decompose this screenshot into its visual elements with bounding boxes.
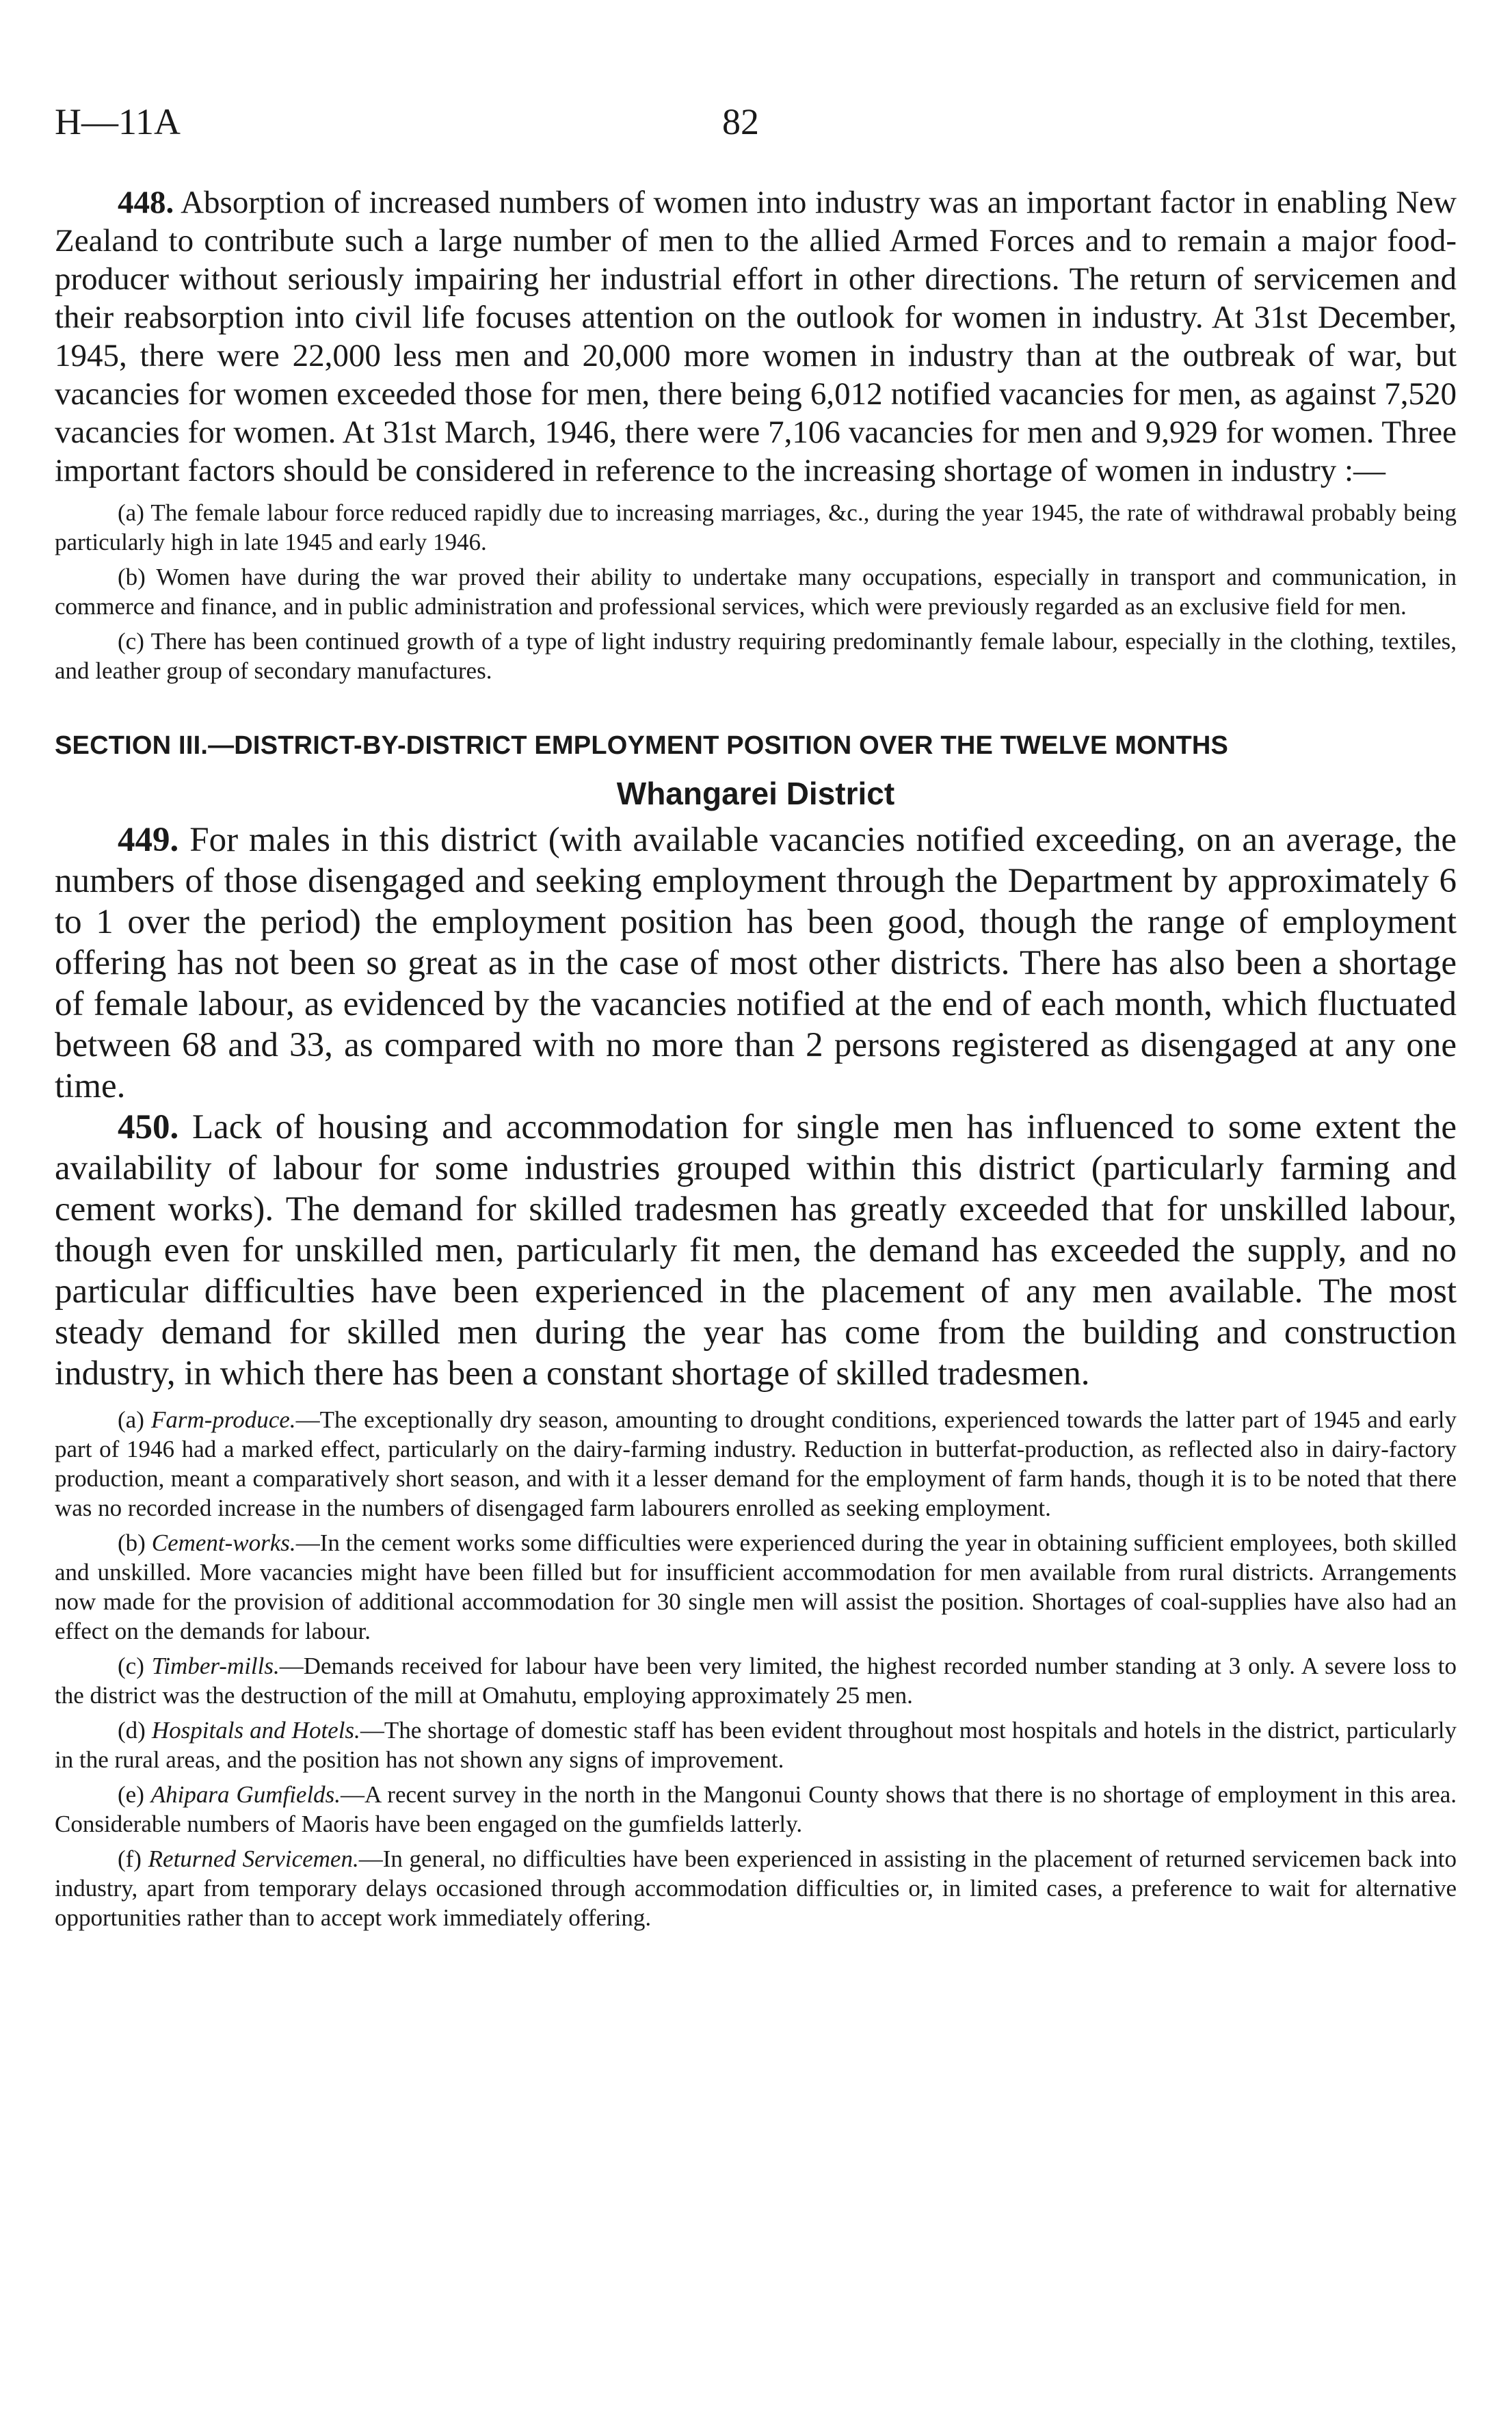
factor-b: (b) Women have during the war proved their ability to undertake many occupations, especially in transport and communication, in commerce and finance, and in public administration and professional services, which were previously regarded as an exclusive field for men. [55,564,1457,620]
item-lead: Timber-mills. [151,1653,280,1679]
district-heading: Whangarei District [616,776,895,811]
paragraph-450 [55,1107,1457,1394]
item-lead: Ahipara Gumfields. [150,1781,341,1808]
page-body [55,183,1457,1932]
item-label: (a) [118,1406,144,1433]
paragraph-number: 449. [118,821,179,859]
item-lead: Returned Servicemen. [148,1845,359,1872]
section-heading: SECTION III.—DISTRICT-BY-DISTRICT EMPLOYMENT POSITION OVER THE TWELVE MONTHS [55,731,1229,760]
item-returned-servicemen [55,1844,1457,1932]
paragraph-number: 448. [118,185,174,220]
document-reference: H—11A [55,101,181,142]
item-text: —The exceptionally dry season, amounting to drought conditions, experienced towards the latter part of 1945 and early part of 1946 had a marked effect, particularly on the dairy-farming industry. Reduction in butterfat-production, as reflected also in dairy-factory production, meant a comparatively short season, and with it a lesser demand for the employment of farm hands, though it is to be noted that there was no recorded increase in the numbers of disengaged farm labourers enrolled as seeking employment. [55,1406,1457,1521]
paragraph-449 [55,819,1457,1107]
item-text: —In the cement works some difficulties were experienced during the year in obtaining sufficient employees, both skilled and unskilled. More vacancies might have been filled but for insufficient accommodation for men available from rural districts. Arrangements now made for the provision of additional accommodation for 30 single men will assist the position. Shortages of coal-supplies have also had an effect on the demands for labour. [55,1529,1457,1644]
item-label: (b) [118,1529,146,1556]
paragraph-text: Lack of housing and accommodation for single men has influenced to some extent the availability of labour for some industries grouped within this district (particularly farming and cement works). The demand for skilled tradesmen has greatly exceeded that for unskilled labour, though even for unskilled men, particularly fit men, the demand has exceeded the supply, and no particular difficulties have been experienced in the placement of any men available. The most steady demand for skilled men during the year has come from the building and construction industry, in which there has been a constant shortage of skilled tradesmen. [55,1108,1457,1393]
item-hospitals-hotels [55,1716,1457,1774]
paragraph-448 [55,183,1457,490]
item-label: (d) [118,1717,146,1744]
item-timber-mills [55,1651,1457,1710]
paragraph-text: For males in this district (with available vacancies notified exceeding, on an average, the numbers of those disengaged and seeking employment through the Department by approximately 6 to 1 over the period) the employment position has been good, though the range of employment offering has not been so great as in the case of most other districts. There has also been a shortage of female labour, as evidenced by the vacancies notified at the end of each month, which fluctuated between 68 and 33, as compared with no more than 2 persons registered as disengaged at any one time. [55,821,1457,1105]
item-label: (c) [118,1653,144,1679]
item-ahipara-gumfields [55,1780,1457,1839]
page-number: 82 [722,101,759,142]
paragraph-text: Absorption of increased numbers of women into industry was an important factor in enabling New Zealand to contribute such a large number of men to the allied Armed Forces and to remain a major food-producer without seriously impairing her industrial effort in other directions. The return of servicemen and their reabsorption into civil life focuses attention on the outlook for women in industry. At 31st December, 1945, there were 22,000 less men and 20,000 more women in industry than at the outbreak of war, but vacancies for women exceeded those for men, there being 6,012 notified vacancies for men, as against 7,520 vacancies for women. At 31st March, 1946, there were 7,106 vacancies for men and 9,929 for women. Three important factors should be considered in reference to the increasing shortage of women in industry :— [55,185,1457,488]
item-lead: Cement-works. [151,1529,296,1556]
page-header [55,94,1457,149]
item-lead: Hospitals and Hotels. [151,1717,360,1744]
item-farm-produce [55,1405,1457,1523]
item-text: —In general, no difficulties have been experienced in assisting in the placement of returned servicemen back into industry, apart from temporary delays occasioned through accommodation difficulties or, in limited cases, a preference to wait for alternative opportunities rather than to accept work immediately offering. [55,1845,1457,1931]
item-cement-works [55,1528,1457,1646]
item-text: —Demands received for labour have been very limited, the highest recorded number standing at 3 only. A severe loss to the district was the destruction of the mill at Omahutu, employing approximately 25 men. [55,1653,1457,1709]
item-lead: Farm-produce. [150,1406,296,1433]
factor-a: (a) The female labour force reduced rapidly due to increasing marriages, &c., during the year 1945, the rate of withdrawal probably being particularly high in late 1945 and early 1946. [55,499,1457,555]
item-label: (f) [118,1845,142,1872]
item-text: —The shortage of domestic staff has been evident throughout most hospitals and hotels in the district, particularly in the rural areas, and the position has not shown any signs of improvement. [55,1717,1457,1773]
factor-c: (c) There has been continued growth of a type of light industry requiring predominantly female labour, especially in the clothing, textiles, and leather group of secondary manufactures. [55,628,1457,684]
item-label: (e) [118,1781,144,1808]
paragraph-number: 450. [118,1108,179,1146]
item-text: —A recent survey in the north in the Mangonui County shows that there is no shortage of employment in this area. Considerable numbers of Maoris have been engaged on the gumfields latterly. [55,1781,1457,1837]
